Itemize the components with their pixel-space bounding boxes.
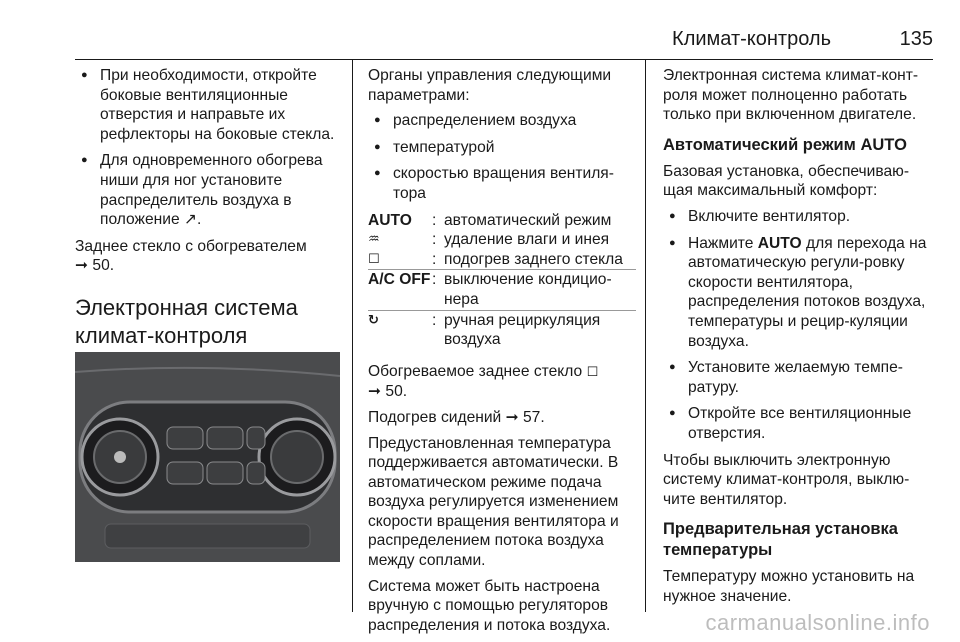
legend-key-ac-off: A/C OFF: [368, 271, 431, 289]
bullet-item: ● Включите вентилятор.: [663, 207, 933, 227]
paragraph: Предустановленная температура поддерживается автоматически. В автоматическом режиме подача воздуха регулируется изменением скорости вращения вентилятора и распределением потока воздуха между соплами.: [368, 434, 619, 570]
page-reference: ➞ 50.: [368, 383, 408, 401]
param-item: ● скоростью вращения вентиля-тора: [368, 164, 636, 203]
legend-key-auto: AUTO: [368, 211, 412, 229]
subheading-preset: Предварительная установка температуры: [663, 520, 898, 560]
column-divider: [645, 60, 646, 612]
page-number: 135: [899, 28, 933, 50]
bullet-item: ● Установите желаемую темпе-ратуру.: [663, 358, 933, 397]
rear-defrost-icon: ☐: [586, 364, 599, 380]
param-item: ● распределением воздуха: [368, 111, 636, 131]
bullet-item: [663, 234, 933, 352]
defrost-max-icon: ♒: [368, 232, 380, 248]
legend-colon: :: [432, 271, 437, 289]
watermark: carmanualsonline.info: [705, 610, 930, 635]
paragraph: Система может быть настроена вручную с помощью регуляторов распределения и потока воздуха.: [368, 577, 611, 634]
legend-text: автоматический режим: [444, 211, 612, 229]
controls-legend: [368, 211, 636, 350]
legend-text: подогрев заднего стекла: [444, 250, 623, 268]
auto-key: AUTO: [757, 234, 802, 252]
param-item: ● температурой: [368, 138, 636, 158]
bullet-item: ● Для одновременного обогрева ниши для ног установите распределитель воздуха в положение ↗.: [75, 151, 343, 229]
legend-colon: :: [432, 250, 437, 268]
legend-text: удаление влаги и инея: [444, 231, 610, 249]
legend-text: выключение кондицио-нера: [444, 271, 612, 308]
bullet-item: ● Откройте все вентиляционные отверстия.: [663, 404, 933, 443]
column-1: [75, 66, 343, 350]
bullet-text: Нажмите: [688, 234, 754, 252]
recirculation-icon: ↻: [368, 312, 379, 328]
bullet-text: для перехода на автоматическую регули-ровку скорости вентилятора, распределения потоков воздуха, температуры и рецир-куляции воздуха.: [688, 234, 927, 350]
rear-heat-text: Заднее стекло с обогревателем: [75, 237, 307, 255]
paragraph: [75, 237, 343, 276]
rear-defrost-icon: ☐: [368, 251, 380, 267]
legend-colon: :: [432, 211, 437, 229]
bullet-item: ● При необходимости, откройте боковые вентиляционные отверстия и направьте их рефлекторы на боковые стекла.: [75, 66, 343, 144]
page-header: [75, 28, 933, 58]
legend-colon: :: [432, 231, 437, 249]
column-2: [368, 66, 636, 641]
header-title: Климат-контроль: [672, 28, 831, 50]
legend-colon: :: [432, 311, 437, 329]
rear-heat-text: Обогреваемое заднее стекло: [368, 362, 583, 380]
paragraph: [368, 362, 636, 402]
page-reference: ➞ 50.: [75, 257, 115, 275]
paragraph: Температуру можно установить на нужное значение.: [663, 568, 915, 605]
paragraph: Базовая установка, обеспечиваю-щая максимальный комфорт:: [663, 162, 910, 200]
column-divider: [352, 60, 353, 612]
column-3: [663, 66, 933, 612]
section-title: Электронная система климат-контроля: [75, 294, 298, 348]
climate-panel-photo: [75, 352, 340, 562]
legend-text: ручная рециркуляция воздуха: [444, 311, 601, 349]
header-rule: [75, 59, 933, 60]
seat-heat-paragraph: Подогрев сидений ➞ 57.: [368, 408, 545, 426]
paragraph: Чтобы выключить электронную систему климат-контроля, выклю-чите вентилятор.: [663, 451, 910, 508]
subheading-auto: Автоматический режим AUTO: [663, 135, 907, 154]
climate-panel-illustration: [75, 352, 340, 562]
intro-paragraph: Органы управления следующими параметрами:: [368, 67, 612, 104]
paragraph: Электронная система климат-конт-роля может полноценно работать только при включенном двигателе.: [663, 67, 919, 124]
